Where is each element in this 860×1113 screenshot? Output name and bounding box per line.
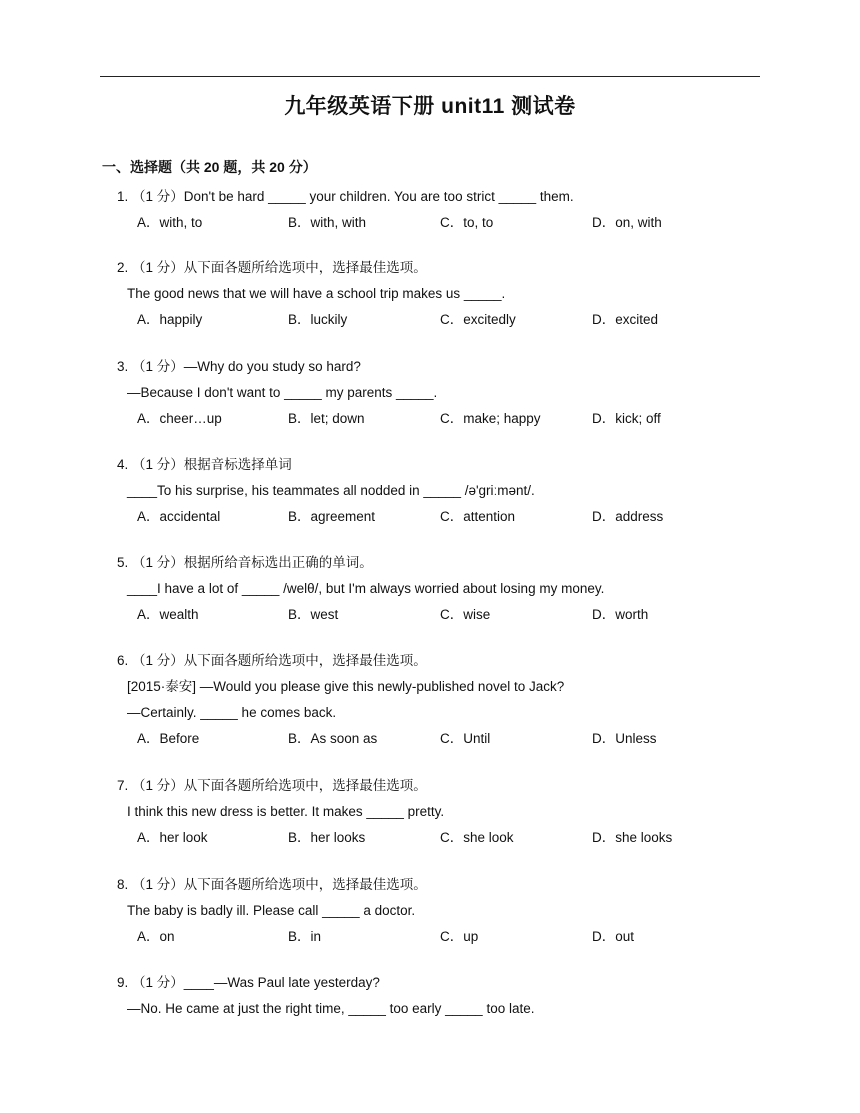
option-a[interactable]: A．wealth <box>137 607 199 622</box>
option-b[interactable]: B．her looks <box>288 830 366 845</box>
question-number: 4. <box>117 457 129 472</box>
question-score: （1 分） <box>132 359 184 374</box>
option-d[interactable]: D．excited <box>592 312 659 327</box>
question-text: The baby is badly ill. Please call _____ a doctor. <box>127 903 416 918</box>
option-b[interactable]: B．west <box>288 607 339 622</box>
option-c[interactable]: C．up <box>440 929 479 944</box>
question-number: 1. <box>117 189 129 204</box>
option-b[interactable]: B．with, with <box>288 215 367 230</box>
option-c[interactable]: C．excitedly <box>440 312 516 327</box>
question-text: ____I have a lot of _____ /welθ/, but I'm always worried about losing my money. <box>127 581 605 596</box>
question-number: 2. <box>117 260 129 275</box>
option-a[interactable]: A．accidental <box>137 509 221 524</box>
option-b[interactable]: B．As soon as <box>288 731 378 746</box>
question-text: —Why do you study so hard? <box>183 359 361 374</box>
question-8 <box>117 872 777 950</box>
option-d[interactable]: D．worth <box>592 607 649 622</box>
question-text: The good news that we will have a school trip makes us _____. <box>127 286 506 301</box>
question-6 <box>117 648 777 752</box>
option-b[interactable]: B．let; down <box>288 411 365 426</box>
option-d[interactable]: D．kick; off <box>592 411 661 426</box>
option-c[interactable]: C．to, to <box>440 215 494 230</box>
option-a[interactable]: A．on <box>137 929 175 944</box>
options-row <box>117 406 777 432</box>
question-number: 6. <box>117 653 129 668</box>
question-instruction: 根据音标选择单词 <box>183 457 292 472</box>
option-b[interactable]: B．in <box>288 929 322 944</box>
option-d[interactable]: D．Unless <box>592 731 657 746</box>
question-score: （1 分） <box>132 555 184 570</box>
question-number: 8. <box>117 877 129 892</box>
question-9 <box>117 970 777 1022</box>
question-instruction: 从下面各题所给选项中，选择最佳选项。 <box>183 653 427 668</box>
question-4 <box>117 452 777 530</box>
question-stem <box>117 773 777 799</box>
option-c[interactable]: C．wise <box>440 607 491 622</box>
question-text: ____To his surprise, his teammates all nodded in _____ /ə'ɡriːmənt/. <box>127 483 535 498</box>
question-number: 3. <box>117 359 129 374</box>
question-3 <box>117 354 777 432</box>
question-score: （1 分） <box>132 975 184 990</box>
option-a[interactable]: A．with, to <box>137 215 203 230</box>
option-c[interactable]: C．she look <box>440 830 514 845</box>
question-text: ____—Was Paul late yesterday? <box>183 975 380 990</box>
question-1 <box>117 184 777 236</box>
question-text: Don't be hard _____ your children. You are too strict _____ them. <box>183 189 574 204</box>
top-rule <box>100 76 760 77</box>
option-d[interactable]: D．on, with <box>592 215 662 230</box>
question-stem <box>117 452 777 478</box>
question-5 <box>117 550 777 628</box>
question-score: （1 分） <box>132 260 184 275</box>
option-a[interactable]: A．cheer…up <box>137 411 222 426</box>
option-d[interactable]: D．out <box>592 929 635 944</box>
question-text: —Because I don't want to _____ my parents _____. <box>127 385 438 400</box>
options-row <box>117 210 777 236</box>
question-number: 5. <box>117 555 129 570</box>
question-stem <box>117 184 777 210</box>
question-text: [2015·泰安] —Would you please give this newly-published novel to Jack? <box>127 679 565 694</box>
options-row <box>117 924 777 950</box>
question-2 <box>117 255 777 333</box>
option-a[interactable]: A．Before <box>137 731 200 746</box>
option-a[interactable]: A．her look <box>137 830 208 845</box>
section-heading: 一、选择题（共 20 题，共 20 分） <box>102 159 317 175</box>
options-row <box>117 602 777 628</box>
question-instruction: 从下面各题所给选项中，选择最佳选项。 <box>183 778 427 793</box>
options-row <box>117 825 777 851</box>
option-c[interactable]: C．make; happy <box>440 411 541 426</box>
question-7 <box>117 773 777 851</box>
question-score: （1 分） <box>132 189 184 204</box>
question-number: 9. <box>117 975 129 990</box>
options-row <box>117 307 777 333</box>
question-stem <box>117 255 777 281</box>
question-score: （1 分） <box>132 653 184 668</box>
option-c[interactable]: C．Until <box>440 731 491 746</box>
question-instruction: 根据所给音标选出正确的单词。 <box>183 555 373 570</box>
question-text: I think this new dress is better. It makes _____ pretty. <box>127 804 445 819</box>
question-stem <box>117 970 777 996</box>
question-stem <box>117 872 777 898</box>
option-b[interactable]: B．luckily <box>288 312 348 327</box>
question-number: 7. <box>117 778 129 793</box>
option-c[interactable]: C．attention <box>440 509 516 524</box>
document-title: 九年级英语下册 unit11 测试卷 <box>284 95 576 118</box>
question-text: —Certainly. _____ he comes back. <box>127 705 337 720</box>
question-score: （1 分） <box>132 457 184 472</box>
question-stem <box>117 550 777 576</box>
question-score: （1 分） <box>132 778 184 793</box>
option-b[interactable]: B．agreement <box>288 509 376 524</box>
question-text: —No. He came at just the right time, _____ too early _____ too late. <box>127 1001 535 1016</box>
question-stem <box>117 648 777 674</box>
options-row <box>117 504 777 530</box>
options-row <box>117 726 777 752</box>
question-instruction: 从下面各题所给选项中，选择最佳选项。 <box>183 260 427 275</box>
question-stem <box>117 354 777 380</box>
question-instruction: 从下面各题所给选项中，选择最佳选项。 <box>183 877 427 892</box>
option-d[interactable]: D．address <box>592 509 664 524</box>
option-a[interactable]: A．happily <box>137 312 203 327</box>
question-score: （1 分） <box>132 877 184 892</box>
option-d[interactable]: D．she looks <box>592 830 673 845</box>
